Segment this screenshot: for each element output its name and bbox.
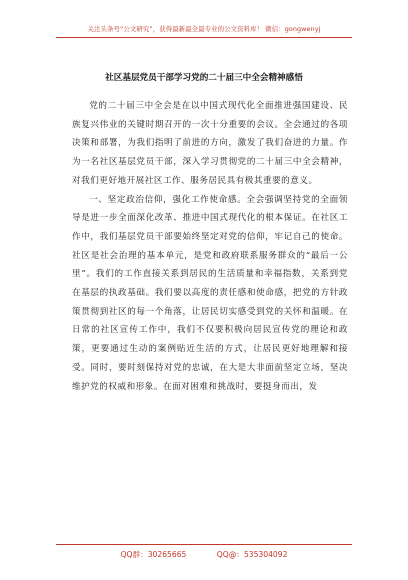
document-title: 社区基层党员干部学习党的二十届三中全会精神感悟 [105, 73, 303, 83]
header-divider [56, 37, 352, 38]
paragraph-intro: 党的二十届三中全会是在以中国式现代化全面推进强国建设、民族复兴伟业的关键时期召开的一次十分重要的会议。全会通过的各项决策和部署，为我们指明了前进的方向，激发了我们奋进的力量。作为一名社区基层党员干部，深入学习贯彻党的二十届三中全会精神，对我们更好地开展社区工作、服务居民具有极其重要的意义。 [72, 101, 348, 186]
document-body [72, 97, 348, 396]
footer-qq-group: QQ群：30265665 [120, 550, 187, 559]
footer-qq-contact: QQ@：535304092 [216, 550, 288, 559]
paragraph-section-one: 一、坚定政治信仰，强化工作使命感。全会强调坚持党的全面领导是进一步全面深化改革、推进中国式现代化的根本保证。在社区工作中，我们基层党员干部要始终坚定对党的信仰，牢记自己的使命。社区是社会治理的基本单元，是党和政府联系服务群众的“最后一公里”。我们的工作直接关系到居民的生活质量和幸福指数，关系到党在基层的执政基础。我们要以高度的责任感和使命感，把党的方针政策贯彻到社区的每一个角落，让居民切实感受到党的关怀和温暖。在日常的社区宣传工作中，我们不仅要积极向居民宣传党的理论和政策，更要通过生动的案例贴近生活的方式，让居民更好地理解和接受。同时，要时刻保持对党的忠诚，在大是大非面前坚定立场，坚决维护党的权威和形象。在面对困难和挑战时，要挺身而出，发 [72, 194, 348, 392]
header-banner: 关注头条号“公文研究”，获得最新最全最专业的公文资料库！ 微信：gongwenyj [87, 25, 321, 33]
footer-divider [56, 544, 352, 545]
footer-contact [0, 549, 408, 560]
